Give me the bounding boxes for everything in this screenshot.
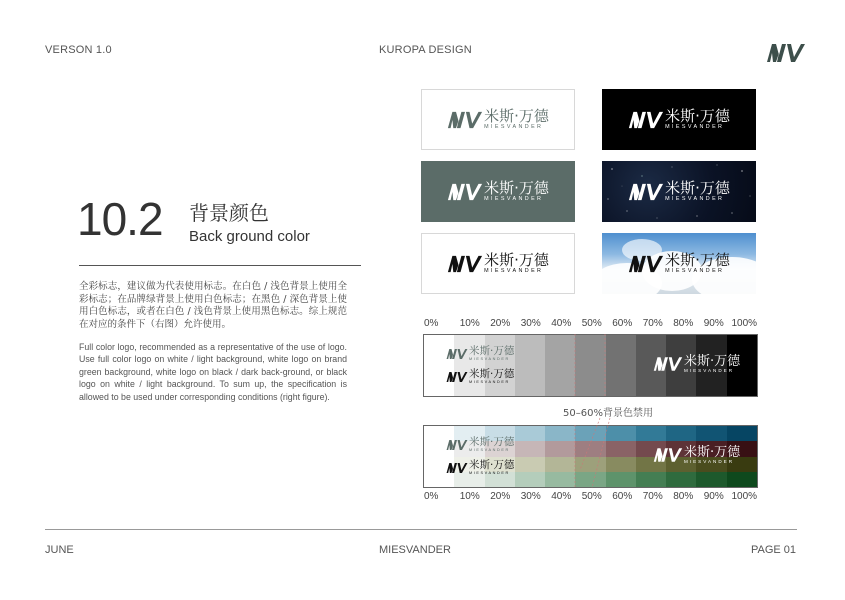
percent-label: 30% (520, 491, 541, 502)
percent-label: 0% (424, 318, 439, 329)
footer-brand: MIESVANDER (379, 544, 451, 556)
logo-name-en: MIESVANDER (469, 357, 510, 361)
logo-name-en: MIESVANDER (665, 195, 725, 202)
percent-scale-bottom (424, 491, 764, 502)
logo-name-zh: 米斯·万德 (469, 345, 515, 357)
percent-label: 50% (581, 318, 602, 329)
logo-name-en: MIESVANDER (469, 471, 510, 475)
logo-name-en: MIESVANDER (484, 267, 544, 274)
body-text-zh: 全彩标志，建议做为代表使用标志。在白色 / 浅色背景上使用全彩标志；在品牌绿背景上使用白色标志；在黑色 / 深色背景上使用白色标志，或者在白色 / 浅色背景上使用黑色标志。综上规范在对应的条件下（右图）允许使用。 (79, 281, 347, 330)
logo-name-zh: 米斯·万德 (665, 178, 730, 197)
percent-label: 70% (642, 318, 663, 329)
percent-label: 100% (731, 318, 758, 329)
percent-label: 30% (520, 318, 541, 329)
percent-label: 50% (581, 491, 602, 502)
logo-name-zh: 米斯·万德 (469, 459, 515, 471)
logo-name-zh: 米斯·万德 (484, 178, 549, 197)
percent-label: 70% (642, 491, 663, 502)
percent-label: 60% (612, 491, 633, 502)
section-title-en: Back ground color (189, 228, 310, 245)
logo-name-zh: 米斯·万德 (469, 436, 515, 448)
percent-label: 80% (673, 491, 694, 502)
logo-name-zh: 米斯·万德 (684, 445, 741, 460)
percent-label: 10% (459, 318, 480, 329)
logo-name-en: MIESVANDER (469, 448, 510, 452)
logo-name-en: MIESVANDER (684, 459, 735, 464)
logo-name-en: MIESVANDER (469, 380, 510, 384)
percent-label: 100% (731, 491, 758, 502)
version-label: VERSON 1.0 (45, 44, 112, 56)
logo-name-zh: 米斯·万德 (684, 354, 741, 369)
logo-name-en: MIESVANDER (665, 123, 725, 130)
studio-label: KUROPA DESIGN (379, 44, 472, 56)
percent-label: 0% (424, 491, 439, 502)
logo-name-zh: 米斯·万德 (665, 106, 730, 125)
section-number: 10.2 (77, 193, 163, 245)
logo-name-zh: 米斯·万德 (469, 368, 515, 380)
logo-name-zh: 米斯·万德 (484, 106, 549, 125)
footer-divider (45, 529, 797, 530)
logo-name-zh: 米斯·万德 (484, 250, 549, 269)
logo-name-en: MIESVANDER (665, 267, 725, 274)
percent-label: 60% (612, 318, 633, 329)
percent-label: 10% (459, 491, 480, 502)
section-title-zh: 背景颜色 (189, 201, 269, 225)
logo-name-en: MIESVANDER (484, 195, 544, 202)
percent-label: 40% (551, 318, 572, 329)
footer-page-number: PAGE 01 (751, 544, 797, 556)
forbidden-range-note: 50–60%背景色禁用 (563, 408, 653, 419)
percent-label: 90% (703, 318, 724, 329)
percent-label: 40% (551, 491, 572, 502)
percent-label: 80% (673, 318, 694, 329)
percent-label: 20% (490, 491, 511, 502)
logo-name-zh: 米斯·万德 (665, 250, 730, 269)
percent-label: 90% (703, 491, 724, 502)
percent-label: 20% (490, 318, 511, 329)
body-text-en: Full color logo, recommended as a representative of the use of logo. Use full color logo on white / light background, white logo on brand green background, white logo on black / dark back-ground, or black logo on white / light background. To sum up, the specification is allowed to be used under corresponding conditions (right figure). (79, 342, 347, 402)
logo-name-en: MIESVANDER (684, 368, 735, 373)
footer-month: JUNE (45, 544, 74, 556)
logo-name-en: MIESVANDER (484, 123, 544, 130)
